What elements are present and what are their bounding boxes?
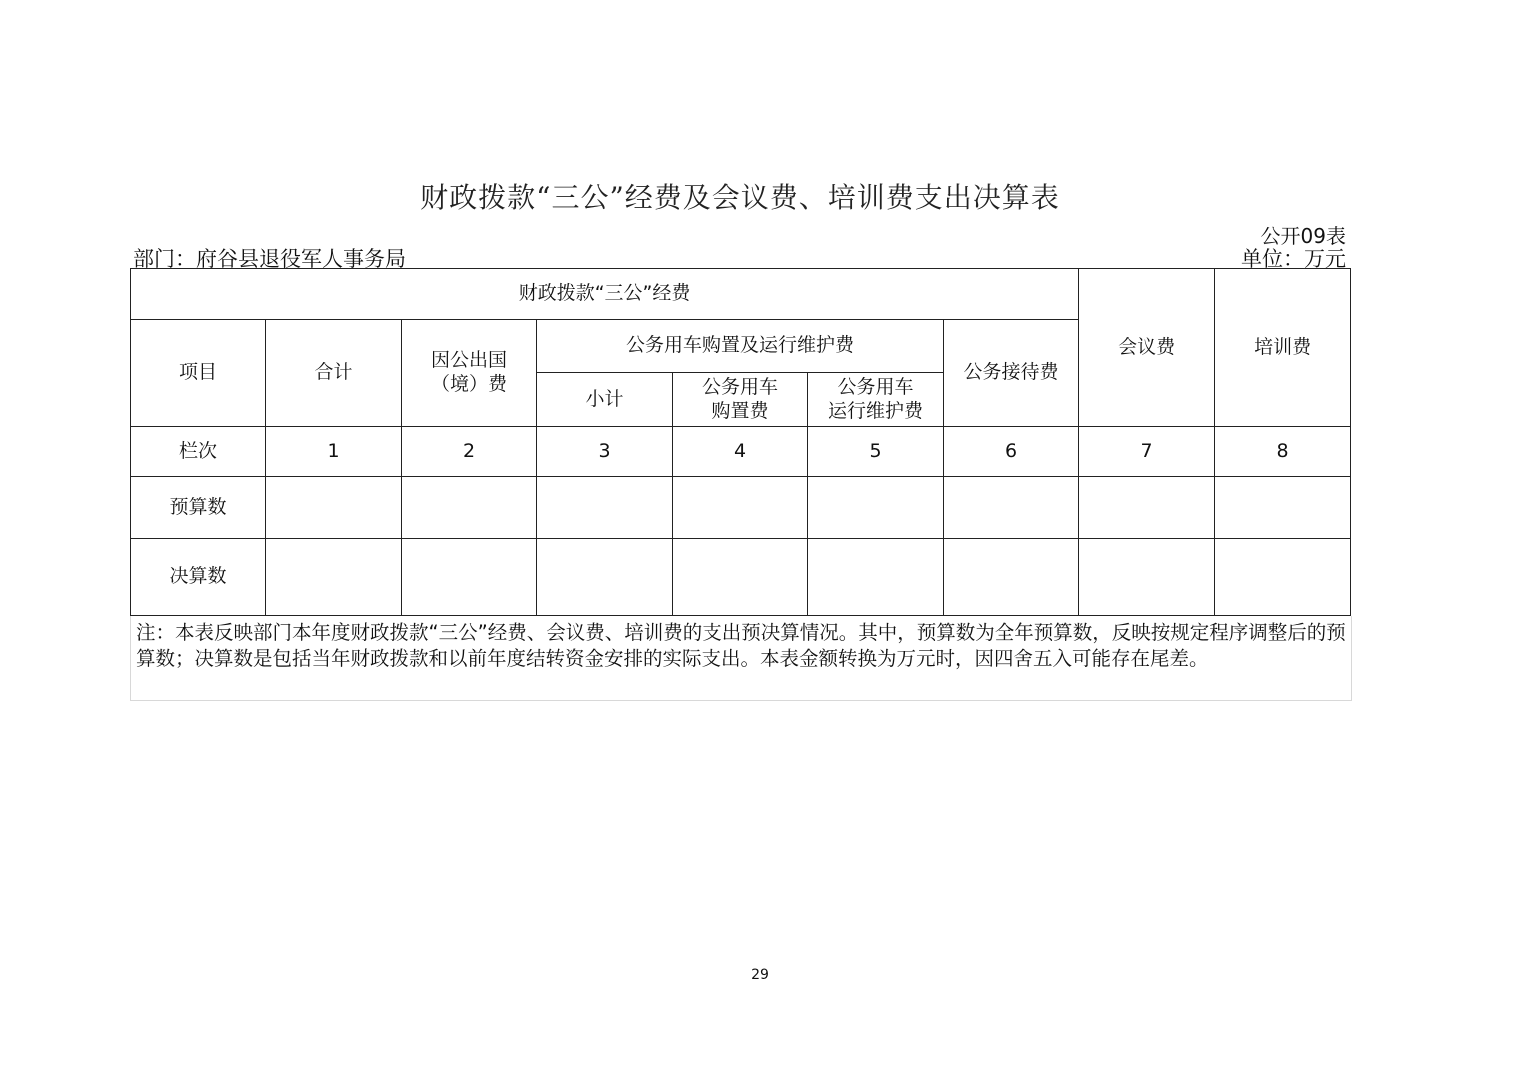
column-number: 3 bbox=[537, 427, 673, 477]
column-number: 5 bbox=[808, 427, 944, 477]
table-cell bbox=[673, 539, 808, 616]
header-vehicle-operation bbox=[808, 373, 944, 427]
column-number-row bbox=[131, 427, 1351, 477]
column-number: 2 bbox=[402, 427, 537, 477]
table-cell bbox=[1215, 477, 1351, 539]
header-meeting: 会议费 bbox=[1079, 269, 1215, 427]
department-label: 部门：府谷县退役军人事务局 bbox=[133, 247, 406, 271]
header-three-public: 财政拨款“三公”经费 bbox=[131, 269, 1079, 320]
page-number: 29 bbox=[751, 967, 769, 983]
table-cell bbox=[537, 477, 673, 539]
table-cell bbox=[944, 477, 1079, 539]
header-item: 项目 bbox=[131, 320, 266, 427]
header-vehicle: 公务用车购置及运行维护费 bbox=[537, 320, 944, 373]
column-number: 6 bbox=[944, 427, 1079, 477]
table-cell bbox=[402, 539, 537, 616]
table-cell bbox=[808, 539, 944, 616]
header-vehicle-operation-line1: 公务用车 bbox=[837, 375, 914, 398]
column-number: 7 bbox=[1079, 427, 1215, 477]
expenditure-table bbox=[130, 268, 1351, 616]
table-cell bbox=[1215, 539, 1351, 616]
header-vehicle-purchase bbox=[673, 373, 808, 427]
header-reception: 公务接待费 bbox=[944, 320, 1079, 427]
table-cell bbox=[673, 477, 808, 539]
table-row-final bbox=[131, 539, 1351, 616]
header-vehicle-purchase-line1: 公务用车 bbox=[701, 375, 778, 398]
row-label-final: 决算数 bbox=[131, 539, 266, 616]
table-code: 公开09表 bbox=[1260, 224, 1346, 248]
column-number: 4 bbox=[673, 427, 808, 477]
table-cell bbox=[266, 539, 402, 616]
table-cell bbox=[402, 477, 537, 539]
header-abroad-line2: （境）费 bbox=[430, 373, 507, 395]
document-title: 财政拨款“三公”经费及会议费、培训费支出决算表 bbox=[420, 181, 1060, 214]
table-cell bbox=[537, 539, 673, 616]
table-note: 注：本表反映部门本年度财政拨款“三公”经费、会议费、培训费的支出预决算情况。其中，预算数为全年预算数，反映按规定程序调整后的预算数；决算数是包括当年财政拨款和以前年度结转资金安排的实际支出。本表金额转换为万元时，因四舍五入可能存在尾差。 bbox=[130, 616, 1352, 701]
header-subtotal: 小计 bbox=[537, 373, 673, 427]
column-number: 8 bbox=[1215, 427, 1351, 477]
table-cell bbox=[266, 477, 402, 539]
header-training: 培训费 bbox=[1215, 269, 1351, 427]
column-number-label: 栏次 bbox=[131, 427, 266, 477]
header-vehicle-operation-line2: 运行维护费 bbox=[827, 399, 923, 422]
unit-label: 单位：万元 bbox=[1241, 247, 1346, 271]
header-total: 合计 bbox=[266, 320, 402, 427]
header-abroad bbox=[402, 320, 537, 427]
table-cell bbox=[1079, 539, 1215, 616]
header-vehicle-purchase-line2: 购置费 bbox=[711, 399, 769, 422]
table-cell bbox=[808, 477, 944, 539]
table-cell bbox=[1079, 477, 1215, 539]
header-abroad-line1: 因公出国 bbox=[430, 349, 507, 372]
table-cell bbox=[944, 539, 1079, 616]
column-number: 1 bbox=[266, 427, 402, 477]
row-label-budget: 预算数 bbox=[131, 477, 266, 539]
table-row-budget bbox=[131, 477, 1351, 539]
